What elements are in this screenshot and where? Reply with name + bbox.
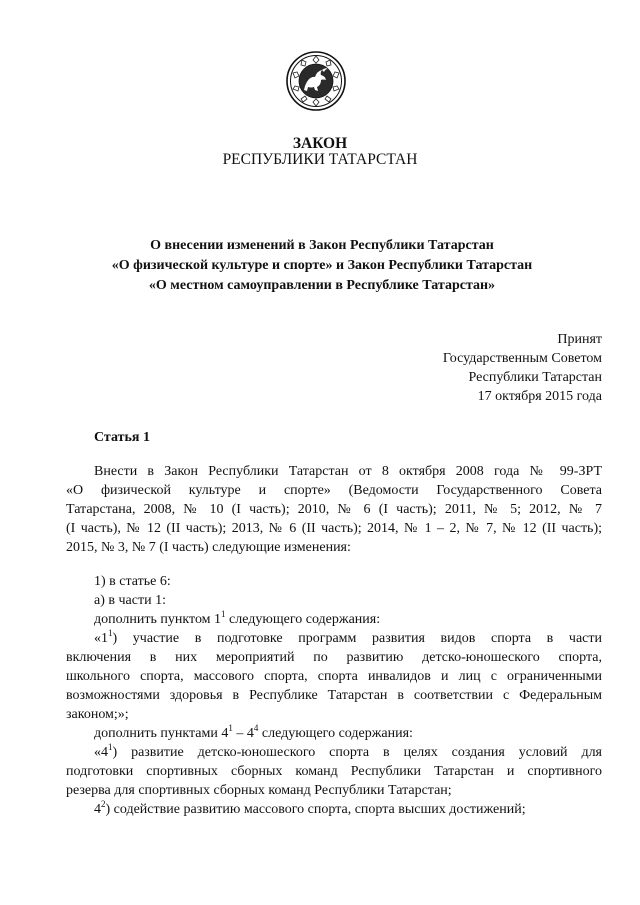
adopted-by: Государственным Советом bbox=[442, 351, 602, 366]
paragraph-line: законом;»; bbox=[66, 707, 129, 722]
republic-title: РЕСПУБЛИКИ ТАТАРСТАН bbox=[222, 151, 418, 168]
adopted-by-republic: Республики Татарстан bbox=[468, 370, 602, 385]
amendment-instruction: дополнить пунктом $1^1$ следующего содержания: bbox=[94, 609, 381, 627]
quoted-point: $4^2$) содействие развитию массового спорта, спорта высших достижений; bbox=[94, 799, 526, 817]
paragraph-line: (I часть), № 12 (II часть); 2013, № 6 (II часть); 2014, № 1 – 2, № 7, № 12 (II часть); bbox=[66, 521, 602, 536]
adoption-date: 17 октября 2015 года bbox=[477, 389, 602, 404]
subject-line-3: «О местном самоуправлении в Республике Татарстан» bbox=[148, 278, 496, 293]
quoted-point: «$1^1$) участие в подготовке программ развития видов спорта в части bbox=[94, 628, 602, 646]
paragraph-line: 2015, № 3, № 7 (I часть) следующие изменения: bbox=[66, 540, 351, 555]
adopted-label: Принят bbox=[557, 332, 602, 347]
paragraph-line: Внести в Закон Республики Татарстан от 8 октября 2008 года № 99-ЗРТ bbox=[94, 464, 602, 479]
paragraph-line: подготовки спортивных сборных команд Республики Татарстан и спортивного bbox=[66, 764, 602, 779]
subject-line-2: «О физической культуре и спорте» и Закон Республики Татарстан bbox=[111, 258, 533, 273]
paragraph-line: резерва для спортивных сборных команд Республики Татарстан; bbox=[66, 783, 452, 798]
list-item: а) в части 1: bbox=[94, 593, 166, 608]
list-item: 1) в статье 6: bbox=[94, 574, 171, 589]
paragraph-line: включения в них мероприятий по развитию детско-юношеского спорта, bbox=[66, 650, 602, 665]
subject-line-1: О внесении изменений в Закон Республики Татарстан bbox=[150, 238, 494, 253]
paragraph-line: школьного спорта, массового спорта, спорта инвалидов и лиц с ограниченными bbox=[66, 669, 602, 684]
law-title: ЗАКОН bbox=[292, 135, 348, 152]
quoted-point: «$4^1$) развитие детско-юношеского спорта в целях создания условий для bbox=[94, 742, 602, 760]
amendment-instruction: дополнить пунктами $4^1 - 4^4$ следующего содержания: bbox=[94, 723, 413, 741]
article-heading: Статья 1 bbox=[94, 430, 150, 445]
paragraph-line: «О физической культуре и спорте» (Ведомости Государственного Совета bbox=[66, 483, 602, 498]
paragraph-line: возможностями здоровья в Республике Татарстан в соответствии с Федеральным bbox=[66, 688, 602, 703]
coat-of-arms-emblem bbox=[286, 51, 346, 111]
paragraph-line: Татарстана, 2008, № 10 (I часть); 2010, № 6 (I часть); 2011, № 5; 2012, № 7 bbox=[66, 502, 602, 517]
